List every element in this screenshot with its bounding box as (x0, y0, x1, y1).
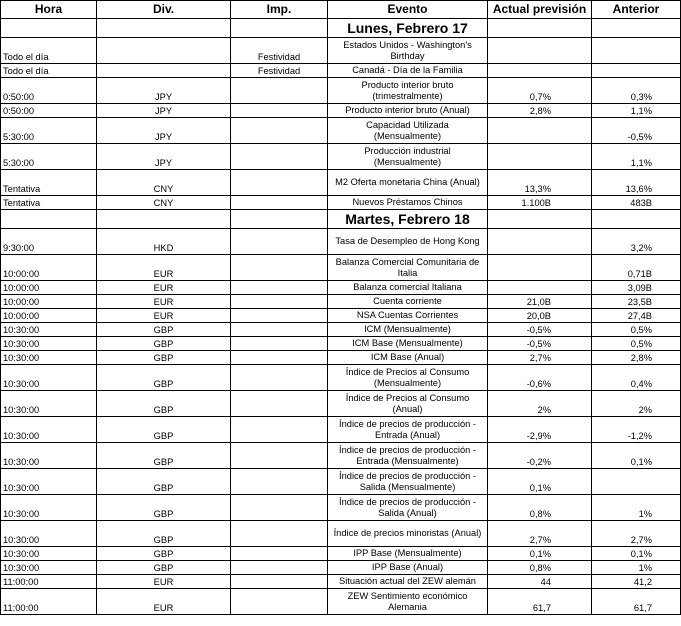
cell-anterior: 2,8% (592, 351, 681, 365)
cell-evento: Índice de Precios al Consumo (Mensualmente) (328, 365, 488, 391)
cell-imp (231, 104, 328, 118)
table-row (1, 561, 681, 575)
cell-evento: Balanza Comercial Comunitaria de Italia (328, 255, 488, 281)
cell-actual: -0,5% (488, 323, 592, 337)
cell-hora: 10:30:00 (1, 495, 97, 521)
cell-anterior: 23,5B (592, 295, 681, 309)
cell-anterior: 27,4B (592, 309, 681, 323)
cell-actual: 0,8% (488, 561, 592, 575)
cell-div: EUR (97, 281, 231, 295)
cell-div: GBP (97, 337, 231, 351)
table-row (1, 78, 681, 104)
cell-imp (231, 495, 328, 521)
header-row (1, 1, 681, 19)
day-title: Martes, Febrero 18 (328, 210, 488, 229)
cell-anterior: 1% (592, 561, 681, 575)
cell-anterior: 1,1% (592, 104, 681, 118)
cell-imp (231, 144, 328, 170)
day-header-blank (488, 210, 592, 229)
cell-imp: Festividad (231, 38, 328, 64)
cell-anterior: 3,09B (592, 281, 681, 295)
table-row (1, 469, 681, 495)
cell-imp (231, 323, 328, 337)
table-row (1, 229, 681, 255)
cell-actual (488, 255, 592, 281)
day-header-blank (488, 19, 592, 38)
cell-div: JPY (97, 144, 231, 170)
cell-hora: 9:30:00 (1, 229, 97, 255)
cell-div (97, 38, 231, 64)
cell-div: JPY (97, 78, 231, 104)
day-header-blank (592, 210, 681, 229)
cell-evento: Índice de precios de producción - Entrada (Mensualmente) (328, 443, 488, 469)
cell-evento: Índice de precios de producción - Salida (Mensualmente) (328, 469, 488, 495)
cell-hora: 11:00:00 (1, 575, 97, 589)
cell-hora: 11:00:00 (1, 589, 97, 615)
cell-hora: 10:30:00 (1, 469, 97, 495)
cell-imp (231, 417, 328, 443)
cell-evento: IPP Base (Mensualmente) (328, 547, 488, 561)
table-row (1, 196, 681, 210)
table-row (1, 521, 681, 547)
cell-imp (231, 351, 328, 365)
table-row (1, 495, 681, 521)
table-row (1, 323, 681, 337)
header-anterior: Anterior (592, 1, 681, 19)
cell-imp (231, 547, 328, 561)
cell-actual (488, 229, 592, 255)
cell-actual (488, 144, 592, 170)
cell-anterior: 2,7% (592, 521, 681, 547)
table-row (1, 589, 681, 615)
cell-hora: 10:30:00 (1, 337, 97, 351)
cell-imp (231, 196, 328, 210)
table-row (1, 64, 681, 78)
day-header-row (1, 210, 681, 229)
cell-evento: Índice de precios de producción - Entrada (Anual) (328, 417, 488, 443)
cell-imp (231, 443, 328, 469)
cell-imp (231, 575, 328, 589)
cell-evento: Producto interior bruto (trimestralmente) (328, 78, 488, 104)
cell-evento: M2 Oferta monetaria China (Anual) (328, 170, 488, 196)
cell-evento: Cuenta corriente (328, 295, 488, 309)
cell-anterior (592, 469, 681, 495)
cell-actual: 2,7% (488, 351, 592, 365)
day-header-blank (1, 210, 97, 229)
table-row (1, 337, 681, 351)
table-row (1, 417, 681, 443)
cell-anterior: 61,7 (592, 589, 681, 615)
cell-actual: 0,1% (488, 547, 592, 561)
cell-actual: 0,7% (488, 78, 592, 104)
table-row (1, 575, 681, 589)
cell-div: EUR (97, 295, 231, 309)
cell-hora: Tentativa (1, 196, 97, 210)
day-header-blank (97, 210, 231, 229)
table-row (1, 281, 681, 295)
cell-anterior: 2% (592, 391, 681, 417)
cell-evento: NSA Cuentas Corrientes (328, 309, 488, 323)
cell-actual: 0,8% (488, 495, 592, 521)
cell-actual: 20,0B (488, 309, 592, 323)
table-row (1, 295, 681, 309)
table-row (1, 351, 681, 365)
cell-div: GBP (97, 495, 231, 521)
cell-actual: 2,7% (488, 521, 592, 547)
cell-anterior: 0,1% (592, 547, 681, 561)
table-row (1, 38, 681, 64)
cell-hora: 10:30:00 (1, 391, 97, 417)
cell-actual: 61,7 (488, 589, 592, 615)
cell-div (97, 64, 231, 78)
table-row (1, 309, 681, 323)
cell-anterior: 0,1% (592, 443, 681, 469)
day-header-blank (592, 19, 681, 38)
cell-imp (231, 561, 328, 575)
cell-hora: Todo el día (1, 38, 97, 64)
table-row (1, 255, 681, 281)
cell-div: EUR (97, 589, 231, 615)
cell-actual: -0,6% (488, 365, 592, 391)
cell-hora: 10:00:00 (1, 255, 97, 281)
cell-evento: Producción industrial (Mensualmente) (328, 144, 488, 170)
cell-hora: 0:50:00 (1, 104, 97, 118)
cell-evento: IPP Base (Anual) (328, 561, 488, 575)
cell-imp (231, 78, 328, 104)
cell-imp (231, 469, 328, 495)
day-header-blank (231, 210, 328, 229)
cell-div: GBP (97, 469, 231, 495)
header-div: Div. (97, 1, 231, 19)
table-row (1, 170, 681, 196)
cell-anterior: 41,2 (592, 575, 681, 589)
cell-anterior (592, 38, 681, 64)
cell-imp (231, 521, 328, 547)
cell-imp (231, 589, 328, 615)
cell-imp (231, 337, 328, 351)
table-row (1, 365, 681, 391)
cell-hora: Todo el día (1, 64, 97, 78)
cell-evento: Nuevos Préstamos Chinos (328, 196, 488, 210)
cell-evento: ICM (Mensualmente) (328, 323, 488, 337)
cell-imp: Festividad (231, 64, 328, 78)
day-header-row (1, 19, 681, 38)
day-header-blank (231, 19, 328, 38)
header-actual: Actual previsión (488, 1, 592, 19)
cell-div: CNY (97, 196, 231, 210)
table-row (1, 547, 681, 561)
cell-anterior: 1% (592, 495, 681, 521)
cell-anterior: 0,3% (592, 78, 681, 104)
cell-evento: Producto interior bruto (Anual) (328, 104, 488, 118)
table-row (1, 144, 681, 170)
day-header-blank (97, 19, 231, 38)
cell-actual (488, 281, 592, 295)
day-header-blank (1, 19, 97, 38)
table-row (1, 104, 681, 118)
cell-evento: ICM Base (Anual) (328, 351, 488, 365)
cell-hora: 5:30:00 (1, 118, 97, 144)
cell-hora: 10:30:00 (1, 323, 97, 337)
cell-div: GBP (97, 417, 231, 443)
cell-anterior: 1,1% (592, 144, 681, 170)
cell-actual: 0,1% (488, 469, 592, 495)
cell-evento: Balanza comercial Italiana (328, 281, 488, 295)
cell-anterior: 0,71B (592, 255, 681, 281)
cell-evento: ICM Base (Mensualmente) (328, 337, 488, 351)
cell-evento: Índice de precios minoristas (Anual) (328, 521, 488, 547)
cell-imp (231, 170, 328, 196)
cell-div: GBP (97, 351, 231, 365)
cell-anterior: 483B (592, 196, 681, 210)
cell-hora: 10:00:00 (1, 309, 97, 323)
cell-actual (488, 64, 592, 78)
cell-hora: 10:30:00 (1, 561, 97, 575)
table-row (1, 443, 681, 469)
cell-imp (231, 365, 328, 391)
cell-evento: Canadá - Día de la Familia (328, 64, 488, 78)
cell-evento: ZEW Sentimiento económico Alemania (328, 589, 488, 615)
cell-hora: 0:50:00 (1, 78, 97, 104)
header-evento: Evento (328, 1, 488, 19)
cell-hora: 10:30:00 (1, 521, 97, 547)
cell-hora: 10:00:00 (1, 295, 97, 309)
cell-anterior (592, 64, 681, 78)
cell-actual: 2,8% (488, 104, 592, 118)
cell-div: GBP (97, 365, 231, 391)
cell-div: EUR (97, 575, 231, 589)
cell-imp (231, 391, 328, 417)
cell-div: GBP (97, 323, 231, 337)
cell-anterior: -1,2% (592, 417, 681, 443)
cell-actual: -2,9% (488, 417, 592, 443)
cell-imp (231, 255, 328, 281)
cell-evento: Estados Unidos - Washington's Birthday (328, 38, 488, 64)
cell-anterior: 3,2% (592, 229, 681, 255)
calendar-body (1, 19, 681, 615)
cell-actual: 13,3% (488, 170, 592, 196)
cell-actual: 21,0B (488, 295, 592, 309)
cell-actual: 44 (488, 575, 592, 589)
cell-evento: Capacidad Utilizada (Mensualmente) (328, 118, 488, 144)
cell-evento: Situación actual del ZEW alemán (328, 575, 488, 589)
header-imp: Imp. (231, 1, 328, 19)
cell-evento: Índice de Precios al Consumo (Anual) (328, 391, 488, 417)
cell-imp (231, 309, 328, 323)
cell-anterior: 0,5% (592, 337, 681, 351)
cell-anterior: 0,4% (592, 365, 681, 391)
cell-div: EUR (97, 255, 231, 281)
cell-hora: 10:00:00 (1, 281, 97, 295)
cell-div: EUR (97, 309, 231, 323)
cell-imp (231, 118, 328, 144)
cell-evento: Índice de precios de producción - Salida (Anual) (328, 495, 488, 521)
cell-hora: 10:30:00 (1, 443, 97, 469)
cell-div: GBP (97, 547, 231, 561)
cell-imp (231, 281, 328, 295)
cell-imp (231, 229, 328, 255)
cell-hora: 10:30:00 (1, 351, 97, 365)
cell-anterior: 13,6% (592, 170, 681, 196)
day-title: Lunes, Febrero 17 (328, 19, 488, 38)
cell-div: CNY (97, 170, 231, 196)
cell-actual: 1.100B (488, 196, 592, 210)
cell-div: JPY (97, 104, 231, 118)
cell-hora: 10:30:00 (1, 365, 97, 391)
cell-div: GBP (97, 443, 231, 469)
cell-div: GBP (97, 521, 231, 547)
header-hora: Hora (1, 1, 97, 19)
cell-hora: 5:30:00 (1, 144, 97, 170)
cell-actual (488, 38, 592, 64)
cell-actual: -0,5% (488, 337, 592, 351)
cell-anterior: 0,5% (592, 323, 681, 337)
cell-actual: 2% (488, 391, 592, 417)
cell-div: JPY (97, 118, 231, 144)
table-row (1, 118, 681, 144)
cell-actual: -0,2% (488, 443, 592, 469)
cell-div: GBP (97, 561, 231, 575)
cell-imp (231, 295, 328, 309)
cell-actual (488, 118, 592, 144)
cell-hora: Tentativa (1, 170, 97, 196)
table-row (1, 391, 681, 417)
cell-hora: 10:30:00 (1, 417, 97, 443)
cell-div: HKD (97, 229, 231, 255)
cell-hora: 10:30:00 (1, 547, 97, 561)
cell-anterior: -0,5% (592, 118, 681, 144)
cell-div: GBP (97, 391, 231, 417)
cell-evento: Tasa de Desempleo de Hong Kong (328, 229, 488, 255)
